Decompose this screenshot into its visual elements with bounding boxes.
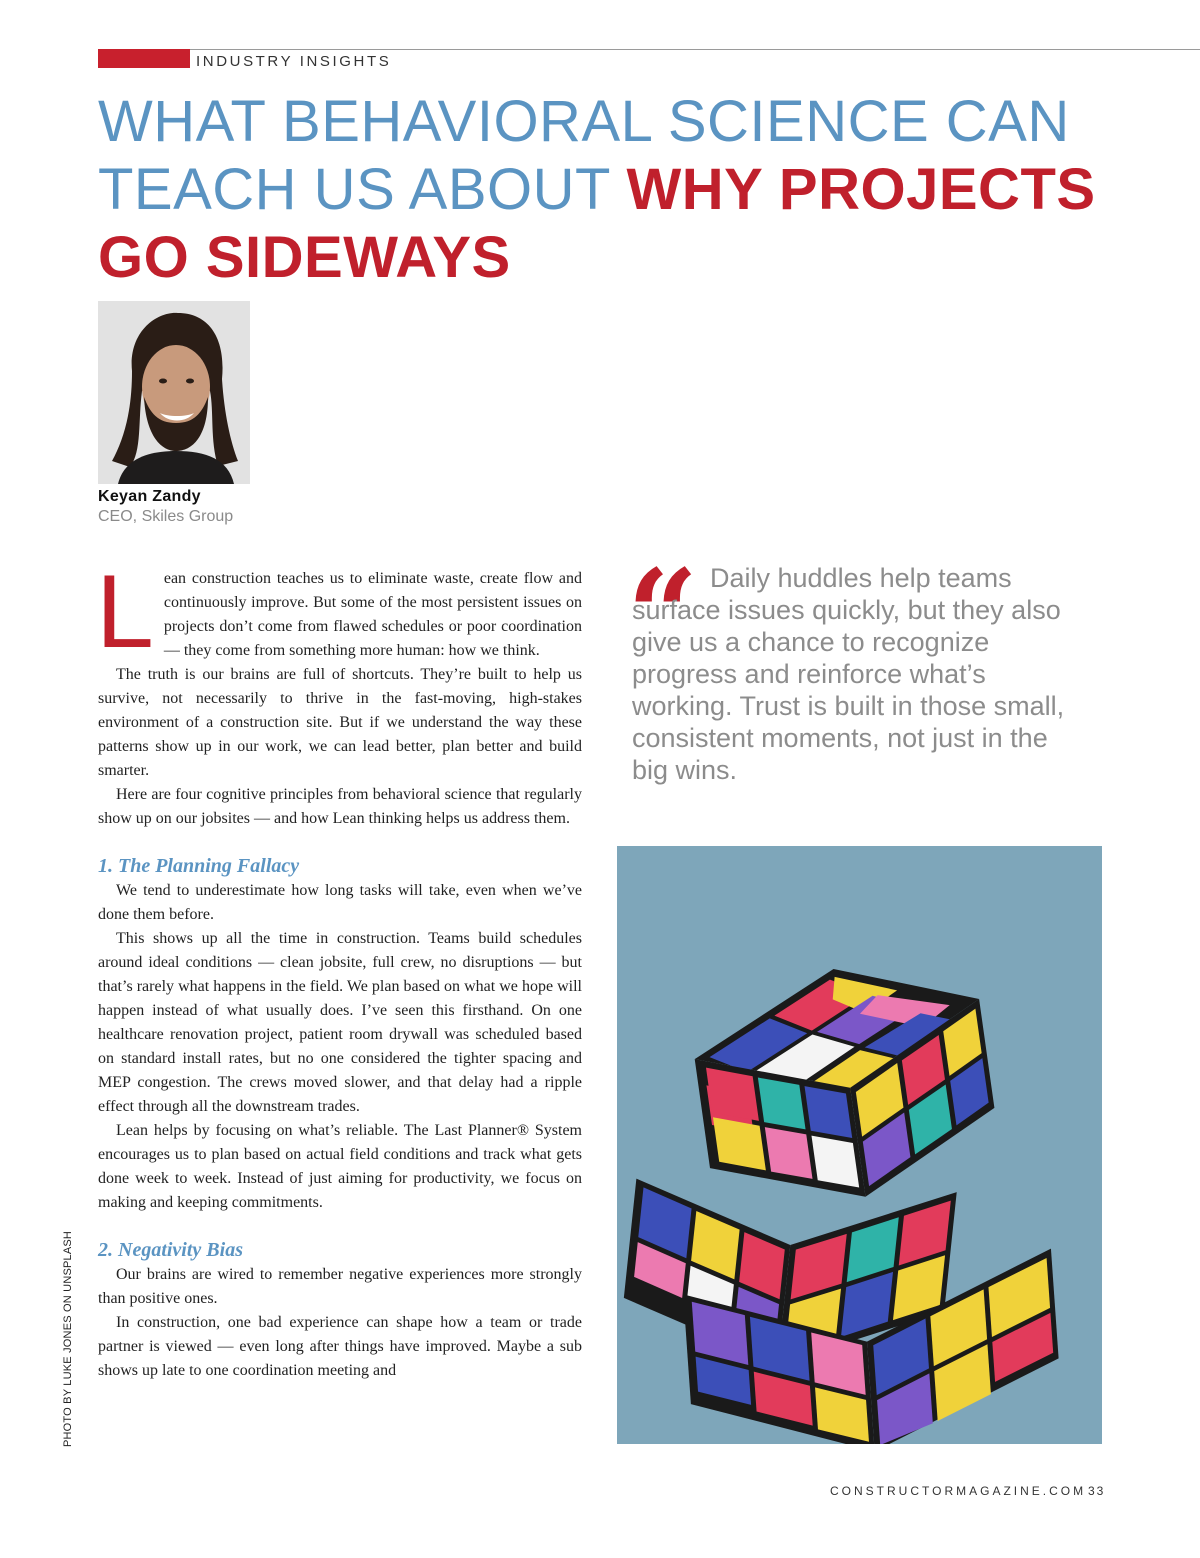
page-number: 33 <box>1088 1484 1106 1498</box>
subhead-negativity-bias: 2. Negativity Bias <box>98 1239 243 1261</box>
body-paragraph: The truth is our brains are full of shortcuts. They’re built to help us survive, not necessarily to thrive in the fast-moving, high-stakes environment of a construction site. But if we understand the way these patterns show up in our work, we can lead better, plan better and build smarter. <box>98 666 582 779</box>
headline-line-3: GO SIDEWAYS <box>98 225 511 290</box>
body-paragraph: This shows up all the time in construction. Teams build schedules around ideal conditions — clean jobsite, full crew, no disruptions — but that’s rarely what happens in the field. We plan based on what we hope will happen instead of what usually does. I’ve seen this firsthand. On one healthcare renovation project, patient room drywall was scheduled based on standard install rates, but no one considered the tighter spacing and MEP congestion. The crews moved slower, and that delay had a ripple effect through all the downstream trades. <box>98 930 582 1115</box>
author-name: Keyan Zandy <box>98 488 201 505</box>
body-paragraph: In construction, one bad experience can shape how a team or trade partner is viewed — even long after things have improved. Maybe a sub shows up late to one coordination meeting and <box>98 1314 582 1379</box>
rubiks-cube-illustration <box>617 846 1102 1444</box>
quote-mark-icon: “ <box>627 543 699 688</box>
headline-line-1: WHAT BEHAVIORAL SCIENCE CAN <box>98 89 1070 154</box>
section-label: INDUSTRY INSIGHTS <box>196 53 392 70</box>
subhead-planning-fallacy: 1. The Planning Fallacy <box>98 855 300 877</box>
section-color-bar <box>98 49 190 68</box>
header-rule <box>190 49 1200 50</box>
footer-website: CONSTRUCTORMAGAZINE.COM <box>830 1484 1087 1498</box>
body-paragraph: We tend to underestimate how long tasks will take, even when we’ve done them before. <box>98 882 582 923</box>
body-paragraph: Here are four cognitive principles from behavioral science that regularly show up on our jobsites — and how Lean thinking helps us address them. <box>98 786 582 827</box>
headline-line-2-bold: WHY PROJECTS <box>626 157 1096 222</box>
photo-credit: PHOTO BY LUKE JONES ON UNSPLASH <box>62 1230 74 1447</box>
author-title: CEO, Skiles Group <box>98 508 234 525</box>
rubiks-cube-photo <box>617 846 1102 1444</box>
article-headline <box>98 88 1098 292</box>
drop-cap: L <box>96 554 154 670</box>
article-body <box>96 554 582 1383</box>
body-paragraph: Lean helps by focusing on what’s reliable. The Last Planner® System encourages us to plan based on actual field conditions and track what gets done week to week. Instead of just aiming for productivity, we focus on making and keeping commitments. <box>98 1122 582 1211</box>
author-portrait-illustration <box>98 301 250 484</box>
author-photo <box>98 301 250 484</box>
headline-line-2-light: TEACH US ABOUT <box>98 157 627 222</box>
intro-paragraph: Lean construction teaches us to eliminate waste, create flow and continuously improve. But some of the most persistent issues on projects don’t come from flawed schedules or poor coordination — they come from something more human: how we think. <box>96 554 582 670</box>
body-paragraph: Our brains are wired to remember negative experiences more strongly than positive ones. <box>98 1266 582 1307</box>
pull-quote: Daily huddles help teams surface issues quickly, but they also give us a chance to recognize progress and reinforce what’s working. Trust is built in those small, consistent moments, not just in the big wins. <box>632 563 1065 785</box>
